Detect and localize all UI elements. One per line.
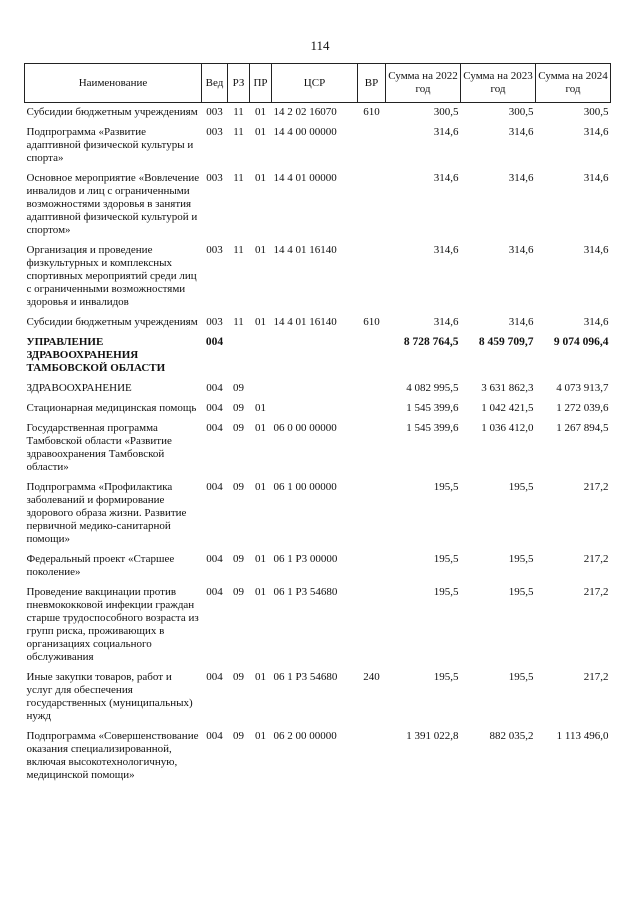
cell-name: Подпрограмма «Развитие адаптивной физической культуры и спорта» xyxy=(26,126,194,164)
table-row xyxy=(25,478,611,550)
cell-sum-2024: 314,6 xyxy=(583,172,609,184)
cell-ved: 003 xyxy=(206,172,223,184)
header-sum-2023: Сумма на 2023 год xyxy=(461,64,536,103)
cell-sum-2023: 314,6 xyxy=(508,172,534,184)
cell-sum-2024: 1 267 894,5 xyxy=(556,422,609,434)
cell-sum-2022: 300,5 xyxy=(433,106,459,118)
cell-csr xyxy=(272,379,358,399)
table-header-row xyxy=(25,64,611,103)
table-row xyxy=(25,313,611,333)
cell-ved: 004 xyxy=(206,671,223,683)
cell-vr xyxy=(358,727,386,786)
cell-vr xyxy=(358,169,386,241)
cell-rz: 09 xyxy=(233,402,244,414)
cell-name: Иные закупки товаров, работ и услуг для обеспечения государственных (муниципальных) нужд xyxy=(26,671,193,722)
cell-name: Подпрограмма «Профилактика заболеваний и формирование здорового образа жизни. Развитие первичной медико-санитарной помощи» xyxy=(26,481,187,545)
header-pr: ПР xyxy=(250,64,272,103)
table-row xyxy=(25,583,611,668)
table-row xyxy=(25,419,611,478)
cell-rz: 09 xyxy=(233,481,244,493)
table-row xyxy=(25,103,611,124)
cell-sum-2024: 300,5 xyxy=(583,106,609,118)
cell-sum-2024: 217,2 xyxy=(583,671,609,683)
cell-csr: 06 2 00 00000 xyxy=(273,730,337,742)
cell-sum-2023: 8 459 709,7 xyxy=(478,336,534,348)
cell-pr: 01 xyxy=(255,553,266,565)
cell-csr: 14 2 02 16070 xyxy=(273,106,337,118)
cell-vr xyxy=(358,419,386,478)
cell-vr: 240 xyxy=(363,671,380,683)
cell-vr: 610 xyxy=(363,316,380,328)
cell-ved: 003 xyxy=(206,316,223,328)
cell-sum-2024: 1 272 039,6 xyxy=(556,402,609,414)
cell-pr: 01 xyxy=(255,671,266,683)
cell-sum-2024: 314,6 xyxy=(583,316,609,328)
cell-sum-2022: 314,6 xyxy=(433,316,459,328)
cell-sum-2024: 217,2 xyxy=(583,553,609,565)
cell-ved: 003 xyxy=(206,244,223,256)
cell-ved: 004 xyxy=(206,553,223,565)
header-rz: РЗ xyxy=(228,64,250,103)
cell-rz: 11 xyxy=(233,244,244,256)
cell-sum-2023: 195,5 xyxy=(508,671,534,683)
table-body xyxy=(25,103,611,787)
cell-sum-2023: 1 042 421,5 xyxy=(481,402,534,414)
cell-sum-2022: 1 545 399,6 xyxy=(406,402,459,414)
cell-sum-2023: 314,6 xyxy=(508,244,534,256)
cell-vr: 610 xyxy=(363,106,380,118)
cell-name: Государственная программа Тамбовской области «Развитие здравоохранения Тамбовской области» xyxy=(26,422,172,473)
cell-pr: 01 xyxy=(255,730,266,742)
cell-vr xyxy=(358,550,386,583)
cell-pr xyxy=(250,379,272,399)
cell-name: Подпрограмма «Совершенствование оказания специализированной, включая высокотехнологичную, медицинской помощи» xyxy=(26,730,199,781)
cell-name: Проведение вакцинации против пневмококковой инфекции граждан старше трудоспособного возраста из групп риска, проживающих в организациях социального обслуживания xyxy=(26,586,199,663)
cell-ved: 003 xyxy=(206,126,223,138)
cell-rz: 11 xyxy=(233,126,244,138)
cell-sum-2023: 314,6 xyxy=(508,316,534,328)
cell-pr: 01 xyxy=(255,244,266,256)
header-sum-2024: Сумма на 2024 год xyxy=(536,64,611,103)
cell-sum-2022: 4 082 995,5 xyxy=(406,382,459,394)
cell-sum-2023: 1 036 412,0 xyxy=(481,422,534,434)
cell-vr xyxy=(358,478,386,550)
cell-name: Основное мероприятие «Вовлечение инвалидов и лиц с ограниченными возможностями здоровья в занятия адаптивной физической культурой и спортом» xyxy=(26,172,200,236)
header-sum-2022: Сумма на 2022 год xyxy=(386,64,461,103)
header-name: Наименование xyxy=(25,64,202,103)
table-row xyxy=(25,333,611,379)
table-row xyxy=(25,379,611,399)
table-row xyxy=(25,123,611,169)
cell-rz: 11 xyxy=(233,106,244,118)
cell-csr: 14 4 01 16140 xyxy=(273,244,337,256)
cell-rz: 09 xyxy=(233,553,244,565)
table-row xyxy=(25,241,611,313)
cell-sum-2022: 195,5 xyxy=(433,481,459,493)
cell-rz: 09 xyxy=(233,730,244,742)
cell-rz: 09 xyxy=(233,671,244,683)
cell-csr: 14 4 01 00000 xyxy=(273,172,337,184)
cell-vr xyxy=(358,333,386,379)
cell-csr: 06 0 00 00000 xyxy=(273,422,337,434)
cell-pr: 01 xyxy=(255,586,266,598)
header-ved: Вед xyxy=(202,64,228,103)
cell-pr: 01 xyxy=(255,106,266,118)
table-row xyxy=(25,169,611,241)
cell-vr xyxy=(358,399,386,419)
cell-rz: 09 xyxy=(233,586,244,598)
cell-ved: 004 xyxy=(206,382,223,394)
cell-sum-2022: 195,5 xyxy=(433,553,459,565)
cell-sum-2022: 1 391 022,8 xyxy=(406,730,459,742)
cell-sum-2023: 195,5 xyxy=(508,481,534,493)
cell-ved: 003 xyxy=(206,106,223,118)
cell-csr: 06 1 P3 54680 xyxy=(273,671,338,683)
cell-sum-2022: 8 728 764,5 xyxy=(403,336,459,348)
cell-rz: 09 xyxy=(233,382,244,394)
cell-name: УПРАВЛЕНИЕ ЗДРАВООХРАНЕНИЯ ТАМБОВСКОЙ ОБЛАСТИ xyxy=(26,336,166,374)
cell-vr xyxy=(358,123,386,169)
cell-ved: 004 xyxy=(206,402,223,414)
cell-sum-2023: 882 035,2 xyxy=(489,730,534,742)
cell-sum-2024: 9 074 096,4 xyxy=(553,336,609,348)
cell-name: Субсидии бюджетным учреждениям xyxy=(26,316,198,328)
cell-sum-2023: 300,5 xyxy=(508,106,534,118)
cell-ved: 004 xyxy=(206,730,223,742)
table-row xyxy=(25,727,611,786)
cell-pr: 01 xyxy=(255,402,266,414)
header-vr: ВР xyxy=(358,64,386,103)
cell-name: Федеральный проект «Старшее поколение» xyxy=(26,553,175,578)
cell-sum-2023: 3 631 862,3 xyxy=(481,382,534,394)
cell-rz: 11 xyxy=(233,172,244,184)
cell-csr xyxy=(272,333,358,379)
cell-ved: 004 xyxy=(206,586,223,598)
cell-pr: 01 xyxy=(255,422,266,434)
cell-sum-2022: 195,5 xyxy=(433,586,459,598)
cell-sum-2023: 314,6 xyxy=(508,126,534,138)
cell-sum-2022: 1 545 399,6 xyxy=(406,422,459,434)
cell-sum-2024: 314,6 xyxy=(583,244,609,256)
cell-csr: 06 1 P3 54680 xyxy=(273,586,338,598)
cell-pr: 01 xyxy=(255,126,266,138)
cell-sum-2024: 4 073 913,7 xyxy=(556,382,609,394)
cell-vr xyxy=(358,583,386,668)
cell-sum-2022: 314,6 xyxy=(433,126,459,138)
cell-ved: 004 xyxy=(205,336,224,348)
cell-sum-2024: 1 113 496,0 xyxy=(556,730,609,742)
cell-sum-2024: 217,2 xyxy=(583,586,609,598)
cell-csr xyxy=(272,399,358,419)
cell-csr: 06 1 P3 00000 xyxy=(273,553,338,565)
cell-name: ЗДРАВООХРАНЕНИЕ xyxy=(26,382,132,394)
budget-table xyxy=(24,63,611,786)
cell-rz xyxy=(228,333,250,379)
cell-sum-2023: 195,5 xyxy=(508,553,534,565)
cell-sum-2024: 314,6 xyxy=(583,126,609,138)
cell-csr: 14 4 01 16140 xyxy=(273,316,337,328)
cell-pr: 01 xyxy=(255,316,266,328)
cell-ved: 004 xyxy=(206,422,223,434)
cell-sum-2024: 217,2 xyxy=(583,481,609,493)
table-row xyxy=(25,399,611,419)
cell-rz: 11 xyxy=(233,316,244,328)
cell-sum-2022: 195,5 xyxy=(433,671,459,683)
cell-ved: 004 xyxy=(206,481,223,493)
cell-sum-2023: 195,5 xyxy=(508,586,534,598)
cell-name: Стационарная медицинская помощь xyxy=(26,402,197,414)
table-row xyxy=(25,550,611,583)
cell-pr xyxy=(250,333,272,379)
table-row xyxy=(25,668,611,727)
cell-pr: 01 xyxy=(255,481,266,493)
cell-sum-2022: 314,6 xyxy=(433,244,459,256)
cell-csr: 06 1 00 00000 xyxy=(273,481,337,493)
cell-csr: 14 4 00 00000 xyxy=(273,126,337,138)
cell-vr xyxy=(358,379,386,399)
cell-name: Организация и проведение физкультурных и комплексных спортивных мероприятий среди лиц с ограниченными возможностями здоровья и инвалидов xyxy=(26,244,197,308)
cell-vr xyxy=(358,241,386,313)
cell-name: Субсидии бюджетным учреждениям xyxy=(26,106,198,118)
cell-pr: 01 xyxy=(255,172,266,184)
cell-sum-2022: 314,6 xyxy=(433,172,459,184)
header-csr: ЦСР xyxy=(272,64,358,103)
page-number: 114 xyxy=(310,38,330,53)
cell-rz: 09 xyxy=(233,422,244,434)
